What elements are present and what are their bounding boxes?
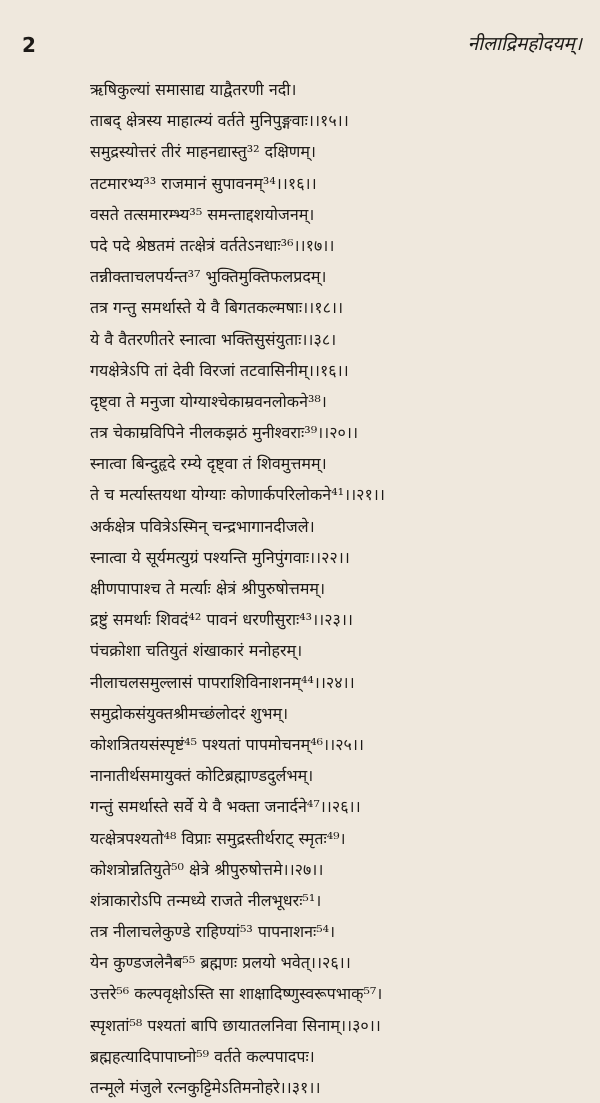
verse-line: अर्कक्षेत्र पवित्रेऽस्मिन् चन्द्रभागानदीजले। <box>90 516 315 536</box>
verse-line: समुद्रस्योत्तरं तीरं माहनद्यास्तु³² दक्षिणम्। <box>90 142 316 162</box>
verse-line: द्रष्टुं समर्थाः शिवदं⁴² पावनं धरणीसुराः⁴³।।२३।। <box>90 610 353 630</box>
running-title: नीलाद्रिमहोदयम्। <box>467 33 582 55</box>
verse-line: तन्नीक्ताचलपर्यन्त³⁷ भुक्तिमुक्तिफलप्रदम्। <box>90 267 327 287</box>
verse-line: समुद्रोकसंयुक्तश्रीमच्छंलोदरं शुभम्। <box>90 703 289 723</box>
verse-line: तत्र चेकाम्रविपिने नीलकझठं मुनीश्वराः³⁹।।२०।। <box>90 423 359 443</box>
verse-line: येन कुण्डजलेनैब⁵⁵ ब्रह्मणः प्रलयो भवेत्।।२६।। <box>90 953 351 973</box>
page-number: 2 <box>22 33 36 57</box>
verse-line: नानातीर्थसमायुक्तं कोटिब्रह्माण्डदुर्लभम्। <box>90 766 314 786</box>
verse-line: ब्रह्महत्यादिपापाघ्नो⁵⁹ वर्तते कल्पपादपः। <box>90 1046 315 1066</box>
verse-line: तत्र गन्तु समर्थास्ते ये वै बिगतकल्मषाः।।१८।। <box>90 298 344 318</box>
verse-line: ते च मर्त्यास्तयथा योग्याः कोणार्कपरिलोकने⁴¹।।२१।। <box>90 485 385 505</box>
verse-line: उत्तरे⁵⁶ कल्पवृक्षोऽस्ति सा शाक्षादिष्णुस्वरूपभाक्⁵⁷। <box>90 984 383 1004</box>
verse-line: वसते तत्समारम्भ्य³⁵ समन्ताद्दशयोजनम्। <box>90 204 315 224</box>
verse-line: यत्क्षेत्रपश्यतो⁴⁸ विप्राः समुद्रस्तीर्थराट् स्मृतः⁴⁹। <box>90 828 346 848</box>
verse-line: कोशत्रोन्नतियुते⁵⁰ क्षेत्रे श्रीपुरुषोत्तमे।।२७।। <box>90 859 324 879</box>
verse-text <box>90 74 590 1103</box>
verse-line: तटमारभ्य³³ राजमानं सुपावनम्³⁴।।१६।। <box>90 173 317 193</box>
verse-line: तत्र नीलाचलेकुण्डे राहिण्यां⁵³ पापनाशनः⁵⁴। <box>90 922 336 942</box>
verse-line: शंत्राकारोऽपि तन्मध्ये राजते नीलभूधरः⁵¹। <box>90 890 322 910</box>
page-header <box>0 0 600 60</box>
verse-line: दृष्ट्वा ते मनुजा योग्याश्चेकाम्रवनलोकने³⁸। <box>90 391 327 411</box>
verse-line: पंचक्रोशा चतियुतं शंखाकारं मनोहरम्। <box>90 641 303 661</box>
verse-line: कोशत्रितयसंस्पृष्टं⁴⁵ पश्यतां पापमोचनम्⁴⁶।।२५।। <box>90 734 364 754</box>
verse-line: स्नात्वा ये सूर्यमत्युग्रं पश्यन्ति मुनिपुंगवाः।।२२।। <box>90 547 350 567</box>
verse-line: तन्मूले मंजुले रत्नकुट्टिमेऽतिमनोहरे।।३१।। <box>90 1078 321 1097</box>
verse-line: नीलाचलसमुल्लासं पापराशिविनाशनम्⁴⁴।।२४।। <box>90 672 355 692</box>
verse-line: गन्तुं समर्थास्ते सर्वे ये वै भक्ता जनार्दने⁴⁷।।२६।। <box>90 797 361 817</box>
verse-line: स्पृशतां⁵⁸ पश्यतां बापि छायातलनिवा सिनाम्।।३०।। <box>90 1015 381 1035</box>
verse-line: पदे पदे श्रेष्ठतमं तत्क्षेत्रं वर्ततेऽनधाः³⁶।।१७।। <box>90 235 335 255</box>
verse-line: ताबद् क्षेत्रस्य माहात्म्यं वर्तते मुनिपुङ्गवाः।।१५।। <box>90 111 349 131</box>
verse-line: ये वै वैतरणीतरे स्नात्वा भक्तिसुसंयुताः।।३८। <box>90 329 337 349</box>
verse-line: स्नात्वा बिन्दुहृदे रम्ये दृष्ट्वा तं शिवमुत्तमम्। <box>90 454 327 474</box>
verse-line: ऋषिकुल्यां समासाद्य याद्वैतरणी नदी। <box>90 80 297 99</box>
verse-line: क्षीणपापाश्च ते मर्त्याः क्षेत्रं श्रीपुरुषोत्तमम्। <box>90 579 326 598</box>
verse-line: गयक्षेत्रेऽपि तां देवी विरजां तटवासिनीम्।।१६।। <box>90 360 349 380</box>
